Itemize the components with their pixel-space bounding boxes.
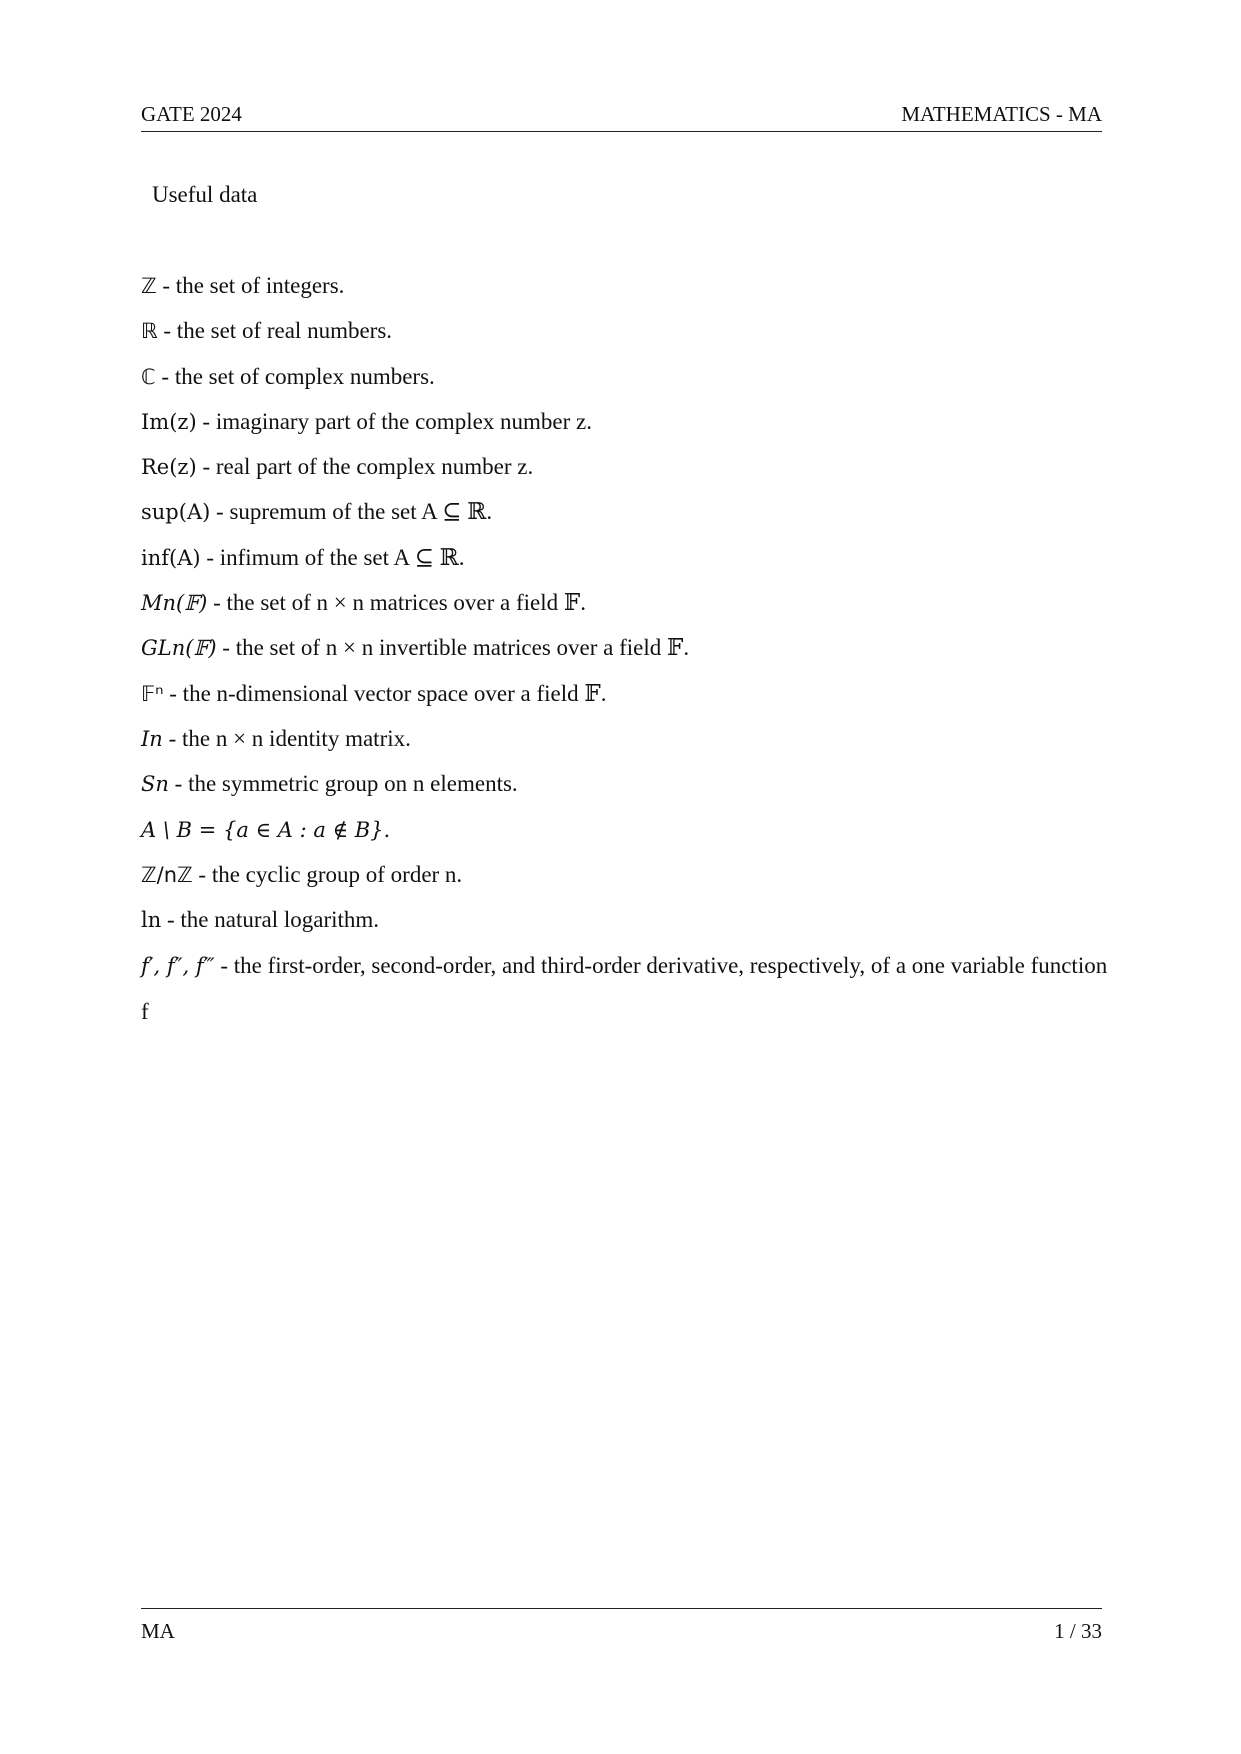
definition-symbol: ℤ: [141, 274, 157, 298]
definition-symbol: Im(z): [141, 409, 197, 434]
definition-symbol: ℂ: [141, 364, 156, 389]
definition-symbol: sup(A): [141, 500, 211, 525]
definition-text: - the set of complex numbers.: [155, 363, 435, 389]
definition-text: - the n × n identity matrix.: [162, 725, 411, 751]
definition-symbol: ℤ/nℤ: [141, 862, 193, 887]
definition-text: - infimum of the set A ⊆ ℝ.: [200, 544, 465, 570]
definition-symbol: In: [141, 726, 163, 751]
definition-item: [141, 408, 1111, 453]
header-exam-title: GATE 2024: [141, 102, 242, 126]
definition-text: - the cyclic group of order n.: [192, 861, 463, 887]
definition-item: [141, 317, 1111, 362]
definition-item: [141, 861, 1111, 906]
definition-item: [141, 725, 1111, 770]
definition-symbol: 𝔽ⁿ: [141, 681, 164, 706]
header-rule: [141, 131, 1102, 132]
definition-text: - the set of n × n matrices over a field 𝔽.: [207, 590, 586, 616]
definition-item: [141, 363, 1111, 408]
definition-item: [141, 589, 1111, 634]
definition-text: - the set of real numbers.: [157, 318, 393, 344]
page-header: [141, 102, 1102, 132]
definition-symbol: f′, f″, f‴: [141, 954, 215, 979]
definition-text: - the natural logarithm.: [161, 907, 380, 933]
page-number: 1 / 33: [1054, 1619, 1102, 1643]
definition-text: - the set of n × n invertible matrices over a field 𝔽.: [216, 635, 690, 661]
definition-symbol: ℝ: [141, 319, 158, 344]
definition-text: - the symmetric group on n elements.: [168, 771, 518, 797]
definition-symbol: A \ B = {a ∈ A : a ∉ B}.: [141, 817, 391, 842]
definition-item: [141, 680, 1111, 725]
definition-item: [141, 272, 1111, 317]
definition-symbol: Mn(𝔽): [141, 591, 208, 616]
definition-symbol: Re(z): [141, 455, 197, 480]
definition-text: - the n-dimensional vector space over a field 𝔽.: [163, 680, 607, 706]
definition-item: [141, 816, 1111, 861]
page-footer: [141, 1619, 1102, 1649]
definition-item: [141, 453, 1111, 498]
definition-symbol: ln: [141, 908, 162, 933]
definition-item: [141, 634, 1111, 679]
definition-text: - the first-order, second-order, and third-order derivative, respectively, of a one variable function f: [141, 953, 1108, 1025]
definition-symbol: Sn: [141, 772, 169, 797]
section-title: Useful data: [152, 182, 258, 207]
definitions-list: [141, 272, 1111, 1034]
definition-text: - real part of the complex number z.: [196, 454, 534, 480]
definition-text: - the set of integers.: [156, 273, 345, 298]
footer-rule: [141, 1608, 1102, 1609]
definition-symbol: GLn(𝔽): [141, 636, 217, 661]
definition-symbol: inf(A): [141, 545, 201, 570]
definition-item: [141, 770, 1111, 815]
footer-paper-code: MA: [141, 1619, 175, 1643]
definition-item: [141, 544, 1111, 589]
definition-item: [141, 943, 1111, 1034]
header-paper-title: MATHEMATICS - MA: [901, 102, 1102, 126]
definition-text: - imaginary part of the complex number z.: [196, 408, 593, 434]
definition-item: [141, 498, 1111, 543]
definition-text: - supremum of the set A ⊆ ℝ.: [210, 499, 493, 525]
